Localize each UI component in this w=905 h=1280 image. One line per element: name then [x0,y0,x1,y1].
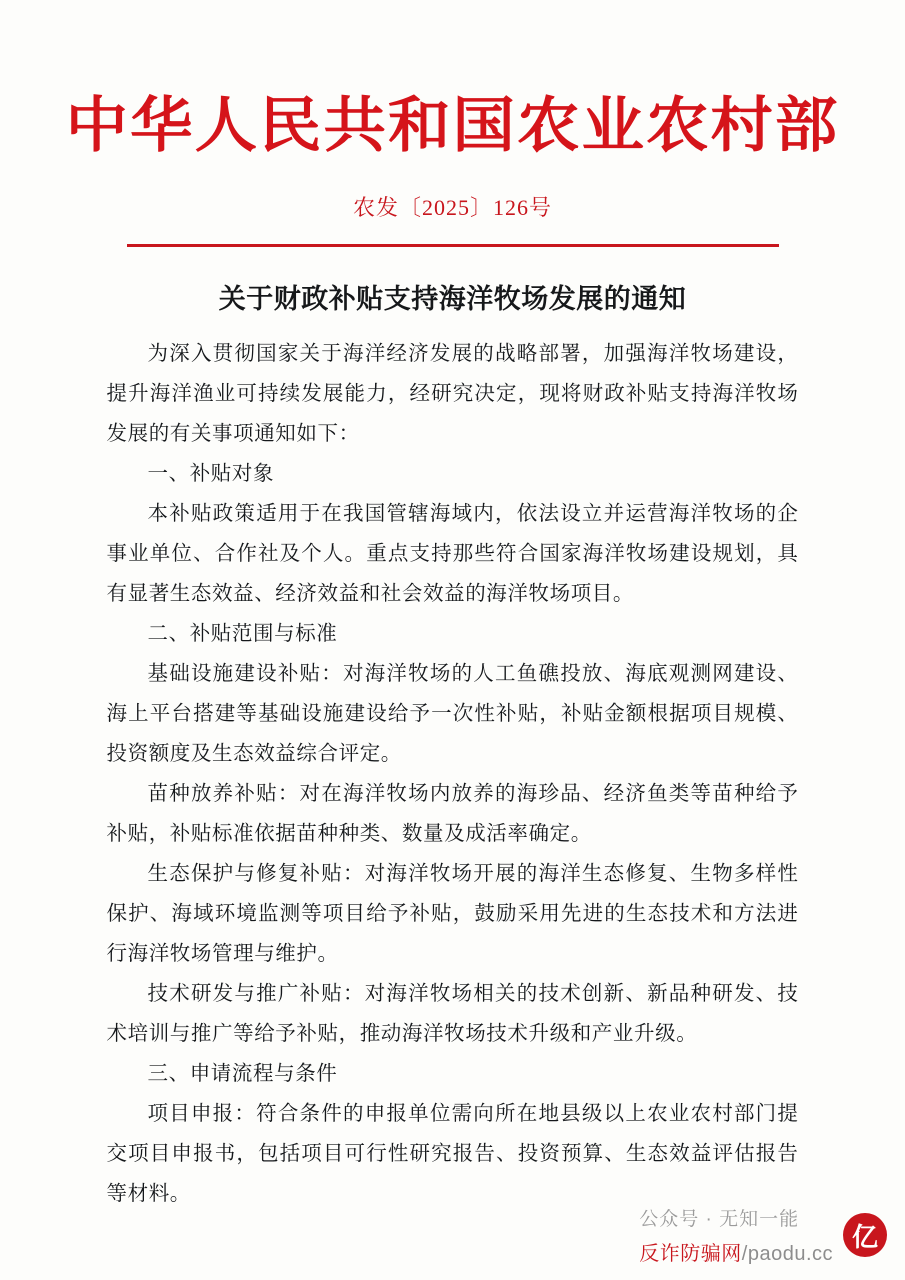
section-2-paragraph-2: 苗种放养补贴：对在海洋牧场内放养的海珍品、经济鱼类等苗种给予补贴，补贴标准依据苗种种类、数量及成活率确定。 [106,783,799,845]
document-header [0,0,905,316]
section-heading-1: 一、补贴对象 [147,463,275,485]
section-2-paragraph-4: 技术研发与推广补贴：对海洋牧场相关的技术创新、新品种研发、技术培训与推广等给予补贴，推动海洋牧场技术升级和产业升级。 [106,983,799,1045]
section-2-paragraph-1: 基础设施建设补贴：对海洋牧场的人工鱼礁投放、海底观测网建设、海上平台搭建等基础设施建设给予一次性补贴，补贴金额根据项目规模、投资额度及生态效益综合评定。 [106,663,799,765]
issuer-title: 中华人民共和国农业农村部 [65,93,840,159]
section-3-paragraph-1: 项目申报：符合条件的申报单位需向所在地县级以上农业农村部门提交项目申报书，包括项目可行性研究报告、投资预算、生态效益评估报告等材料。 [106,1103,799,1205]
section-heading-3: 三、申请流程与条件 [147,1063,338,1085]
section-2-paragraph-3: 生态保护与修复补贴：对海洋牧场开展的海洋生态修复、生物多样性保护、海域环境监测等项目给予补贴，鼓励采用先进的生态技术和方法进行海洋牧场管理与维护。 [106,863,799,965]
watermark-site-label: 反诈防骗网 [639,1243,742,1265]
header-divider [127,244,779,247]
watermark-badge-icon: 亿 [843,1213,887,1257]
watermark-text-column [639,1204,833,1266]
watermark-site-line [639,1237,833,1266]
document-body [107,334,799,1214]
document-subject: 关于财政补贴支持海洋牧场发展的通知 [218,284,687,314]
watermark-site-domain: /paodu.cc [741,1243,833,1265]
watermark-overlay [639,1204,887,1266]
watermark-account-line: 公众号 · 无知一能 [639,1209,800,1230]
intro-paragraph: 为深入贯彻国家关于海洋经济发展的战略部署，加强海洋牧场建设，提升海洋渔业可持续发展能力，经研究决定，现将财政补贴支持海洋牧场发展的有关事项通知如下： [106,343,799,445]
section-1-paragraph-1: 本补贴政策适用于在我国管辖海域内，依法设立并运营海洋牧场的企事业单位、合作社及个人。重点支持那些符合国家海洋牧场建设规划，具有显著生态效益、经济效益和社会效益的海洋牧场项目。 [106,503,799,605]
document-number: 农发〔2025〕126号 [352,195,552,220]
section-heading-2: 二、补贴范围与标准 [147,623,338,645]
